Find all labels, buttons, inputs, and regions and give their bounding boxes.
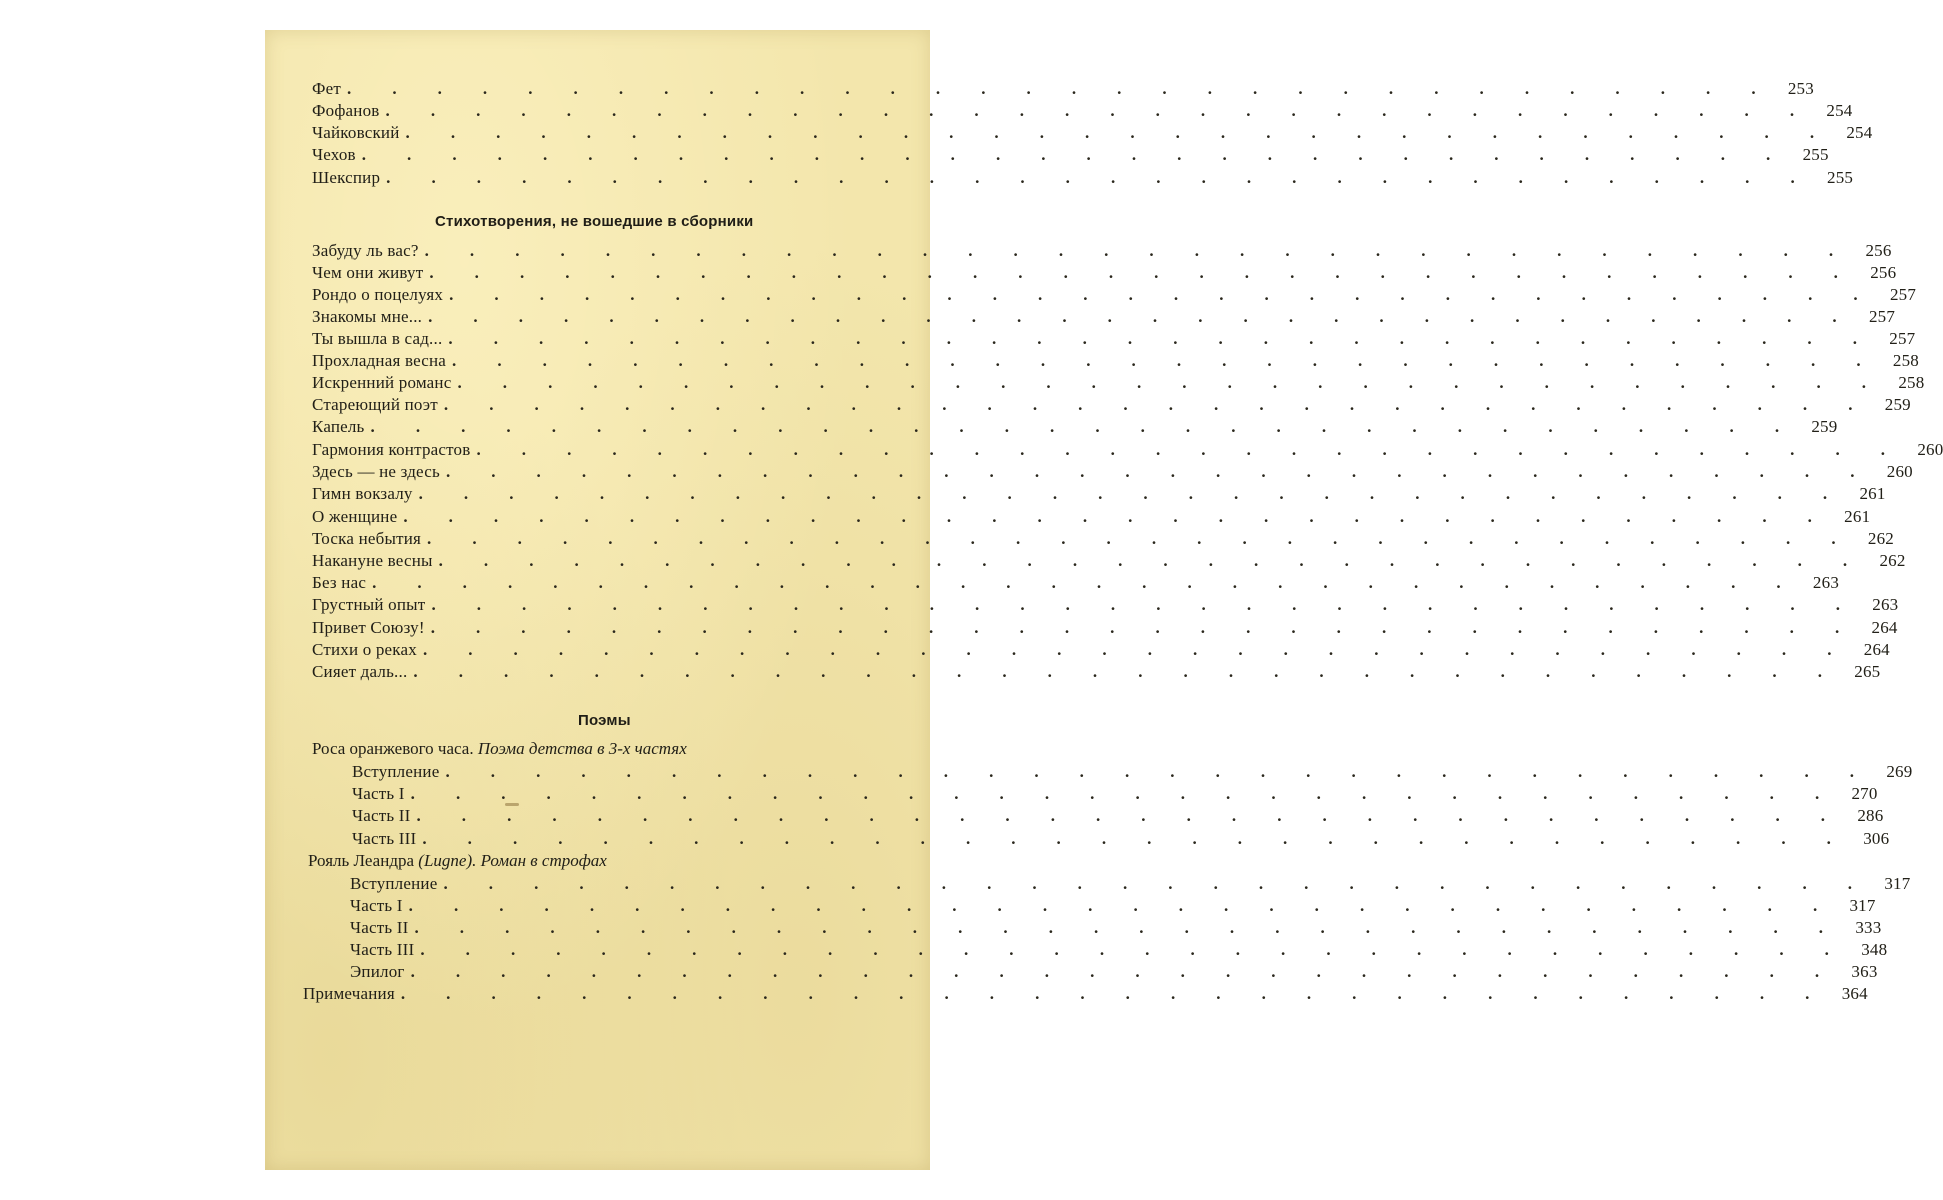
toc-entry-title: О женщине — [312, 507, 398, 526]
toc-entry-page: 264 — [1863, 640, 1890, 659]
toc-entry-title: Без нас — [312, 573, 367, 592]
poem-title: Роса оранжевого часа. — [312, 739, 474, 758]
toc-entry-page: 262 — [1879, 551, 1906, 570]
dot-leader: . . . . . . . . . . . . . . . . . . . . . . . . . . . . . . . . — [414, 918, 1842, 937]
dot-leader: . . . . . . . . . . . . . . . . . . . . . . . . . . . . . . . . — [443, 874, 1871, 893]
toc-entry — [352, 761, 1913, 783]
toc-entry — [350, 895, 1876, 917]
toc-entry-page: 306 — [1863, 829, 1890, 848]
toc-entry — [350, 917, 1882, 939]
toc-entry-title: Прохладная весна — [312, 351, 447, 370]
toc-entry — [312, 372, 1925, 394]
poem-title-line — [308, 850, 607, 872]
dot-leader: . . . . . . . . . . . . . . . . . . . . . . . . . . . . . . . . — [413, 662, 1841, 681]
dot-leader: . . . . . . . . . . . . . . . . . . . . . . . . . . . . . . . . — [422, 829, 1850, 848]
dot-leader: . . . . . . . . . . . . . . . . . . . . . . . . . . . . . . . . — [429, 263, 1857, 282]
toc-entry-title: Часть II — [350, 918, 409, 937]
toc-entry — [312, 100, 1853, 122]
toc-entry-page: 258 — [1892, 351, 1919, 370]
poem-subtitle: Поэма детства в 3-х частях — [477, 739, 687, 758]
toc-entry-title: Часть I — [352, 784, 405, 803]
toc-entry — [312, 350, 1919, 372]
poem-title-line — [312, 738, 687, 760]
dot-leader: . . . . . . . . . . . . . . . . . . . . . . . . . . . . . . . . — [431, 595, 1859, 614]
toc-entry — [312, 122, 1873, 144]
toc-entry — [312, 461, 1913, 483]
dot-leader: . . . . . . . . . . . . . . . . . . . . . . . . . . . . . . . . — [386, 168, 1814, 187]
toc-entry-page: 261 — [1859, 484, 1886, 503]
dot-leader: . . . . . . . . . . . . . . . . . . . . . . . . . . . . . . . . — [430, 618, 1858, 637]
toc-entry-page: 262 — [1867, 529, 1894, 548]
toc-entry-page: 264 — [1871, 618, 1898, 637]
toc-entry — [312, 617, 1898, 639]
dot-leader: . . . . . . . . . . . . . . . . . . . . . . . . . . . . . . . . — [385, 101, 1813, 120]
toc-entry — [312, 167, 1854, 189]
toc-entry — [312, 572, 1840, 594]
toc-entry-page: 261 — [1844, 507, 1871, 526]
toc-entry-page: 363 — [1851, 962, 1878, 981]
toc-entry — [312, 144, 1829, 166]
toc-entry-page: 253 — [1787, 79, 1814, 98]
toc-entry-page: 270 — [1851, 784, 1878, 803]
toc-entry-title: Сияет даль... — [312, 662, 408, 681]
toc-entry-title: Накануне весны — [312, 551, 433, 570]
dot-leader: . . . . . . . . . . . . . . . . . . . . . . . . . . . . . . . . — [443, 395, 1871, 414]
dot-leader: . . . . . . . . . . . . . . . . . . . . . . . . . . . . . . . . — [400, 984, 1828, 1003]
toc-entry — [312, 306, 1896, 328]
toc-entry — [350, 873, 1911, 895]
section-heading-poems: Поэмы — [578, 712, 631, 729]
dot-leader: . . . . . . . . . . . . . . . . . . . . . . . . . . . . . . . . — [420, 940, 1848, 959]
toc-entry-page: 260 — [1886, 462, 1913, 481]
dot-leader: . . . . . . . . . . . . . . . . . . . . . . . . . . . . . . . . — [427, 529, 1854, 548]
poem-title: Рояль Леандра — [308, 851, 415, 870]
toc-entry-notes — [303, 983, 1868, 1005]
toc-entry-page: 348 — [1861, 940, 1888, 959]
toc-entry — [312, 483, 1886, 505]
dot-leader: . . . . . . . . . . . . . . . . . . . . . . . . . . . . . . . . — [347, 79, 1774, 98]
toc-entry-title: Чайковский — [312, 123, 400, 142]
toc-entry-title: Привет Союзу! — [312, 618, 425, 637]
toc-entry-page: 260 — [1917, 440, 1943, 459]
toc-entry-page: 259 — [1884, 395, 1911, 414]
toc-entry — [312, 506, 1871, 528]
toc-entry-title: Стихи о реках — [312, 640, 417, 659]
toc-entry-title: Вступление — [350, 874, 438, 893]
toc-entry-title: Эпилог — [350, 962, 405, 981]
dot-leader: . . . . . . . . . . . . . . . . . . . . . . . . . . . . . . . . — [449, 285, 1877, 304]
dot-leader: . . . . . . . . . . . . . . . . . . . . . . . . . . . . . . . . — [457, 373, 1885, 392]
toc-entry-title: Капель — [312, 417, 365, 436]
dot-leader: . . . . . . . . . . . . . . . . . . . . . . . . . . . . . . . . — [424, 241, 1852, 260]
toc-entry-title: Забуду ль вас? — [312, 241, 419, 260]
toc-entry — [312, 416, 1838, 438]
toc-entry-title: Шекспир — [312, 168, 381, 187]
toc-entry — [312, 439, 1943, 461]
dot-leader: . . . . . . . . . . . . . . . . . . . . . . . . . . . . . . . . — [361, 145, 1789, 164]
toc-entry — [312, 240, 1892, 262]
dot-leader: . . . . . . . . . . . . . . . . . . . . . . . . . . . . . . . . — [416, 806, 1844, 825]
toc-entry-title: Часть I — [350, 896, 403, 915]
section-heading-uncollected: Стихотворения, не вошедшие в сборники — [435, 213, 754, 230]
dot-leader: . . . . . . . . . . . . . . . . . . . . . . . . . . . . . . . . — [410, 962, 1838, 981]
toc-entry-page: 254 — [1826, 101, 1853, 120]
toc-entry-page: 257 — [1889, 329, 1916, 348]
toc-entry — [352, 783, 1878, 805]
toc-entry-page: 265 — [1854, 662, 1881, 681]
toc-entry-page: 286 — [1857, 806, 1884, 825]
dot-leader: . . . . . . . . . . . . . . . . . . . . . . . . . . . . . . . . — [372, 573, 1800, 592]
toc-entry-page: 259 — [1811, 417, 1838, 436]
toc-entry — [312, 594, 1899, 616]
toc-entry-title: Ты вышла в сад... — [312, 329, 443, 348]
toc-entry-title: Фет — [312, 79, 342, 98]
toc-entry — [312, 394, 1911, 416]
toc-entry-page: 269 — [1886, 762, 1913, 781]
toc-entry-title: Гармония контрастов — [312, 440, 471, 459]
toc-entry — [312, 550, 1906, 572]
dot-leader: . . . . . . . . . . . . . . . . . . . . . . . . . . . . . . . . — [428, 307, 1856, 326]
toc-entry-title: Вступление — [352, 762, 440, 781]
toc-entry-page: 256 — [1865, 241, 1892, 260]
dot-leader: . . . . . . . . . . . . . . . . . . . . . . . . . . . . . . . . — [370, 417, 1798, 436]
toc-entry-page: 257 — [1868, 307, 1896, 326]
dot-leader: . . . . . . . . . . . . . . . . . . . . . . . . . . . . . . . . — [445, 462, 1873, 481]
toc-entry-title: Грустный опыт — [312, 595, 426, 614]
toc-entry — [352, 805, 1884, 827]
toc-entry — [312, 262, 1897, 284]
toc-entry-page: 254 — [1846, 123, 1873, 142]
toc-entry — [352, 828, 1890, 850]
toc-entry — [312, 661, 1881, 683]
dot-leader: . . . . . . . . . . . . . . . . . . . . . . . . . . . . . . . . — [422, 640, 1850, 659]
toc-entry — [350, 939, 1888, 961]
toc-entry-page: 255 — [1802, 145, 1829, 164]
dot-leader: . . . . . . . . . . . . . . . . . . . . . . . . . . . . . . . . — [418, 484, 1846, 503]
dot-leader: . . . . . . . . . . . . . . . . . . . . . . . . . . . . . . . . — [476, 440, 1904, 459]
toc-entry-title: Здесь — не здесь — [312, 462, 440, 481]
toc-entry-page: 258 — [1898, 373, 1925, 392]
toc-entry-title: Знакомы мне... — [312, 307, 423, 326]
dot-leader: . . . . . . . . . . . . . . . . . . . . . . . . . . . . . . . . — [403, 507, 1831, 526]
toc-entry — [312, 78, 1814, 100]
dot-leader: . . . . . . . . . . . . . . . . . . . . . . . . . . . . . . . . — [452, 351, 1879, 370]
poem-subtitle: . Роман в строфах — [472, 851, 607, 870]
toc-entry — [312, 528, 1894, 550]
dot-leader: . . . . . . . . . . . . . . . . . . . . . . . . . . . . . . . . — [408, 896, 1836, 915]
toc-entry-title: Чехов — [312, 145, 356, 164]
toc-entry-title: Искренний романс — [312, 373, 452, 392]
toc-entry-page: 263 — [1812, 573, 1840, 592]
toc-entry-page: 256 — [1870, 263, 1897, 282]
toc-entry-title: Тоска небытия — [312, 529, 422, 548]
dot-leader: . . . . . . . . . . . . . . . . . . . . . . . . . . . . . . . . — [445, 762, 1873, 781]
toc-entry — [312, 284, 1917, 306]
toc-entry-page: 255 — [1827, 168, 1854, 187]
toc-entry-title: Часть III — [350, 940, 415, 959]
toc-entry — [312, 639, 1890, 661]
toc-entry-title: Рондо о поцелуях — [312, 285, 444, 304]
toc-entry-page: 317 — [1849, 896, 1876, 915]
toc-entry-title: Фофанов — [312, 101, 380, 120]
paper-stain — [505, 803, 519, 806]
toc-entry-title: Гимн вокзалу — [312, 484, 413, 503]
toc-entry-title: Чем они живут — [312, 263, 424, 282]
toc-entry-page: 257 — [1889, 285, 1917, 304]
dot-leader: . . . . . . . . . . . . . . . . . . . . . . . . . . . . . . . . — [405, 123, 1833, 142]
toc-entry-title: Стареющий поэт — [312, 395, 438, 414]
dot-leader: . . . . . . . . . . . . . . . . . . . . . . . . . . . . . . . . — [410, 784, 1838, 803]
toc-entry-page: 333 — [1855, 918, 1882, 937]
toc-entry-page: 317 — [1884, 874, 1911, 893]
dot-leader: . . . . . . . . . . . . . . . . . . . . . . . . . . . . . . . . — [448, 329, 1876, 348]
toc-entry — [312, 328, 1916, 350]
toc-entry-title: Часть III — [352, 829, 417, 848]
poem-title-latin: (Lugne) — [418, 851, 473, 870]
dot-leader: . . . . . . . . . . . . . . . . . . . . . . . . . . . . . . . . — [438, 551, 1866, 570]
toc-entry-page: 364 — [1841, 984, 1868, 1003]
toc-entry-title: Примечания — [303, 984, 395, 1003]
toc-entry-page: 263 — [1872, 595, 1899, 614]
toc-entry — [350, 961, 1878, 983]
book-page — [265, 30, 1943, 1170]
toc-entry-title: Часть II — [352, 806, 411, 825]
